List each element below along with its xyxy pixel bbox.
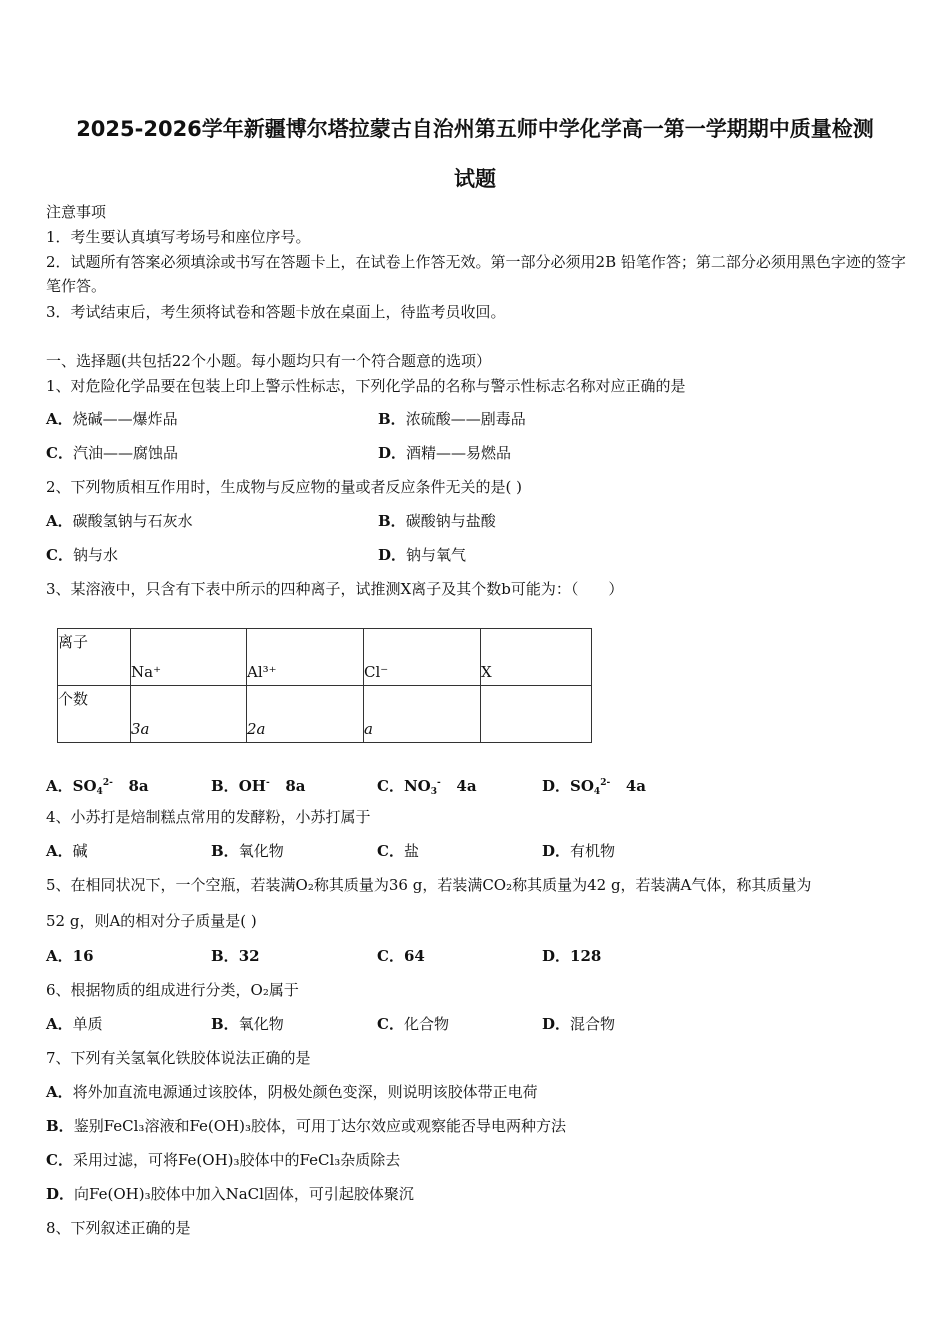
q3-option-a[interactable]: A．$SO_4^{2-}$ 8a — [46, 777, 149, 797]
notice-item-3: 3．考试结束后，考生须将试卷和答题卡放在桌面上，待监考员收回。 — [46, 303, 506, 321]
q6-option-c[interactable]: C．化合物 — [377, 1015, 449, 1033]
ion-table-count-al: 2a — [247, 686, 364, 743]
ion-table-count-cl: a — [364, 686, 481, 743]
ion-table-count-na: 3a — [131, 686, 247, 743]
q1-option-d[interactable]: D．酒精——易燃品 — [378, 444, 512, 462]
ion-table-ion-cl: Cl⁻ — [364, 629, 481, 686]
q7-option-d[interactable]: D．向Fe(OH)₃胶体中加入NaCl固体，可引起胶体聚沉 — [46, 1185, 414, 1203]
question-8-stem: 8、下列叙述正确的是 — [46, 1219, 191, 1237]
q2-option-c[interactable]: C．钠与水 — [46, 546, 118, 564]
q7-option-c[interactable]: C．采用过滤，可将Fe(OH)₃胶体中的FeCl₃杂质除去 — [46, 1151, 401, 1169]
q2-option-a[interactable]: A．碳酸氢钠与石灰水 — [46, 512, 193, 530]
ion-table-row2-label: 个数 — [58, 686, 131, 743]
q7-option-b[interactable]: B．鉴别FeCl₃溶液和Fe(OH)₃胶体，可用丁达尔效应或观察能否导电两种方法 — [46, 1117, 567, 1135]
exam-title-line2: 试题 — [454, 167, 496, 191]
q4-option-c[interactable]: C．盐 — [377, 842, 419, 860]
q2-option-b[interactable]: B．碳酸钠与盐酸 — [378, 512, 496, 530]
q5-option-d[interactable]: D．128 — [542, 947, 602, 965]
q4-option-b[interactable]: B．氧化物 — [211, 842, 284, 860]
q5-option-a[interactable]: A．16 — [46, 947, 94, 965]
question-6-stem: 6、根据物质的组成进行分类，O₂属于 — [46, 981, 299, 999]
ion-table-ion-na: Na⁺ — [131, 629, 247, 686]
q6-option-b[interactable]: B．氧化物 — [211, 1015, 284, 1033]
q3-option-c[interactable]: C．$NO_3^-$ 4a — [377, 777, 477, 797]
exam-title-line1: 2025-2026学年新疆博尔塔拉蒙古自治州第五师中学化学高一第一学期期中质量检测 — [76, 117, 874, 141]
q1-option-a[interactable]: A．烧碱——爆炸品 — [46, 410, 178, 428]
question-4-stem: 4、小苏打是焙制糕点常用的发酵粉，小苏打属于 — [46, 808, 371, 826]
ion-table-ion-x: X — [481, 629, 592, 686]
ion-table — [57, 628, 592, 743]
ion-table-ion-al: Al³⁺ — [247, 629, 364, 686]
ion-table-row1-label: 离子 — [58, 629, 131, 686]
notice-item-1: 1．考生要认真填写考场号和座位序号。 — [46, 228, 311, 246]
q4-option-d[interactable]: D．有机物 — [542, 842, 616, 860]
q4-option-a[interactable]: A．碱 — [46, 842, 88, 860]
section-heading: 一、选择题(共包括22个小题。每小题均只有一个符合题意的选项） — [46, 352, 491, 370]
question-5-stem-line2: 52 g，则A的相对分子质量是( ) — [46, 912, 257, 930]
q6-option-d[interactable]: D．混合物 — [542, 1015, 616, 1033]
q3-option-b[interactable]: B．OH- 8a — [211, 777, 306, 795]
notice-heading: 注意事项 — [46, 203, 107, 221]
notice-item-2: 2．试题所有答案必须填涂或书写在答题卡上，在试卷上作答无效。第一部分必须用2B 铅笔作答；第二部分必须用黑色字迹的签字笔作答。 — [46, 253, 906, 295]
question-3-stem: 3、某溶液中，只含有下表中所示的四种离子，试推测X离子及其个数b可能为：（ ） — [46, 580, 624, 598]
q5-option-b[interactable]: B．32 — [211, 947, 260, 965]
question-1-stem: 1、对危险化学品要在包装上印上警示性标志，下列化学品的名称与警示性标志名称对应正确的是 — [46, 377, 686, 395]
q6-option-a[interactable]: A．单质 — [46, 1015, 103, 1033]
q2-option-d[interactable]: D．钠与氧气 — [378, 546, 467, 564]
q3-option-d[interactable]: D．$SO_4^{2-}$ 4a — [542, 777, 647, 797]
q5-option-c[interactable]: C．64 — [377, 947, 425, 965]
question-5-stem-line1: 5、在相同状况下，一个空瓶，若装满O₂称其质量为36 g，若装满CO₂称其质量为42 g，若装满A气体，称其质量为 — [46, 876, 812, 894]
question-2-stem: 2、下列物质相互作用时，生成物与反应物的量或者反应条件无关的是( ) — [46, 478, 523, 496]
ion-table-count-x — [481, 686, 592, 743]
q7-option-a[interactable]: A．将外加直流电源通过该胶体，阴极处颜色变深，则说明该胶体带正电荷 — [46, 1083, 538, 1101]
q1-option-c[interactable]: C．汽油——腐蚀品 — [46, 444, 178, 462]
question-7-stem: 7、下列有关氢氧化铁胶体说法正确的是 — [46, 1049, 311, 1067]
q1-option-b[interactable]: B．浓硫酸——剧毒品 — [378, 410, 526, 428]
